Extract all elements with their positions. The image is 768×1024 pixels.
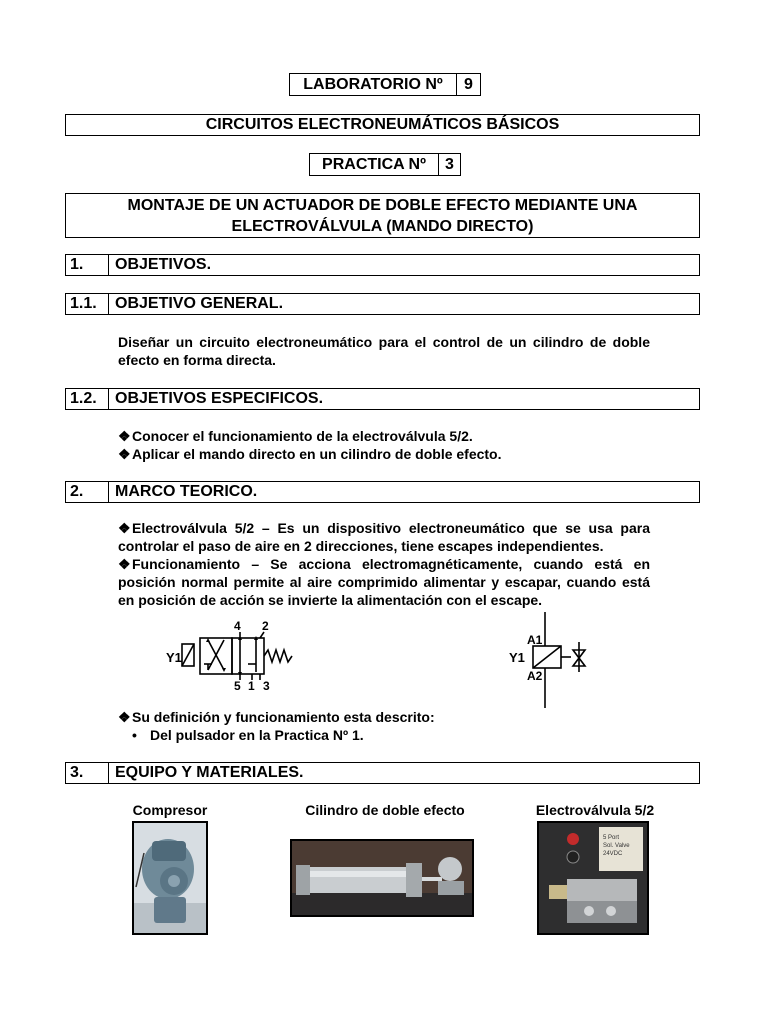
section-number: 2. — [66, 482, 109, 502]
diamond-bullet-icon: ❖ — [118, 446, 131, 462]
theory-item-2: ❖Funcionamiento – Se acciona electromagnéticamente, cuando está en posición normal permite al aire comprimido alimentar y escapar, cuando está en posición de acción se invierte la alimentación con el escape. — [118, 556, 650, 608]
practice-number: 3 — [438, 154, 460, 175]
definition-note — [118, 708, 435, 744]
compressor-image — [134, 823, 206, 933]
port-1-label: 1 — [248, 679, 255, 693]
solenoid-valve-image — [539, 823, 647, 933]
section-number: 3. — [66, 763, 109, 783]
theory-text — [118, 519, 650, 609]
caption-compresor: Compresor — [132, 802, 208, 818]
section-number: 1.2. — [66, 389, 109, 409]
specific-objectives-list — [118, 427, 650, 463]
list-item: ❖Aplicar el mando directo en un cilindro de doble efecto. — [118, 446, 502, 462]
lab-title-box — [289, 73, 481, 96]
section-number: 1. — [66, 255, 109, 275]
theory-item-1: ❖Electroválvula 5/2 – Es un dispositivo electroneumático que se usa para controlar el paso de aire en 2 direcciones, tiene escapes independientes. — [118, 520, 650, 554]
lab-number: 9 — [456, 74, 480, 95]
cylinder-image — [292, 841, 472, 915]
section-title: OBJETIVOS ESPECIFICOS. — [115, 390, 324, 407]
valve-tag-line-1: 5 Port — [603, 835, 620, 841]
solenoid-valve-photo — [537, 821, 649, 935]
section-title: EQUIPO Y MATERIALES. — [115, 764, 304, 781]
section-title: MARCO TEORICO. — [115, 483, 258, 500]
list-item: • Del pulsador en la Practica Nº 1. — [132, 727, 364, 743]
cylinder-photo — [290, 839, 474, 917]
section-number: 1.1. — [66, 294, 109, 314]
port-4-label: 4 — [234, 619, 241, 633]
diamond-bullet-icon: ❖ — [118, 709, 131, 725]
solenoid-coil-symbol — [505, 612, 605, 708]
port-2-label: 2 — [262, 619, 269, 633]
relay-a2-label: A2 — [527, 669, 543, 683]
valve-tag-line-3: 24VDC — [603, 851, 623, 857]
valve-coil-label: Y1 — [166, 650, 182, 665]
practice-label: PRACTICA Nº — [322, 156, 426, 173]
subject-title: CIRCUITOS ELECTRONEUMÁTICOS BÁSICOS — [65, 114, 700, 136]
definition-note-line: ❖Su definición y funcionamiento esta descrito: — [118, 709, 435, 725]
section-title: OBJETIVO GENERAL. — [115, 295, 284, 312]
caption-cilindro: Cilindro de doble efecto — [305, 802, 465, 818]
diamond-bullet-icon: ❖ — [118, 428, 131, 444]
section-equipo — [65, 762, 700, 784]
topic-title — [65, 193, 700, 238]
section-marco-teorico — [65, 481, 700, 503]
lab-label: LABORATORIO Nº — [303, 76, 443, 93]
relay-a1-label: A1 — [527, 633, 543, 647]
relay-coil-label: Y1 — [509, 650, 525, 665]
caption-electrovalvula: Electroválvula 5/2 — [535, 802, 655, 818]
valve-tag-line-2: Sol. Valve — [603, 843, 630, 849]
practice-title-box — [309, 153, 461, 176]
section-objetivo-general — [65, 293, 700, 315]
topic-line-1: MONTAJE DE UN ACTUADOR DE DOBLE EFECTO MEDIANTE UNA — [127, 197, 638, 214]
diamond-bullet-icon: ❖ — [118, 556, 131, 572]
port-5-label: 5 — [234, 679, 241, 693]
round-bullet-icon: • — [132, 727, 137, 743]
topic-line-2: ELECTROVÁLVULA (MANDO DIRECTO) — [231, 218, 534, 235]
general-objective-text: Diseñar un circuito electroneumático para el control de un cilindro de doble efecto en forma directa. — [118, 334, 650, 368]
port-3-label: 3 — [263, 679, 270, 693]
diamond-bullet-icon: ❖ — [118, 520, 131, 536]
list-item: ❖Conocer el funcionamiento de la electroválvula 5/2. — [118, 428, 473, 444]
section-title: OBJETIVOS. — [115, 256, 212, 273]
section-objetivos-especificos — [65, 388, 700, 410]
compressor-photo — [132, 821, 208, 935]
section-objetivos — [65, 254, 700, 276]
valve-5-2-symbol — [160, 618, 300, 694]
